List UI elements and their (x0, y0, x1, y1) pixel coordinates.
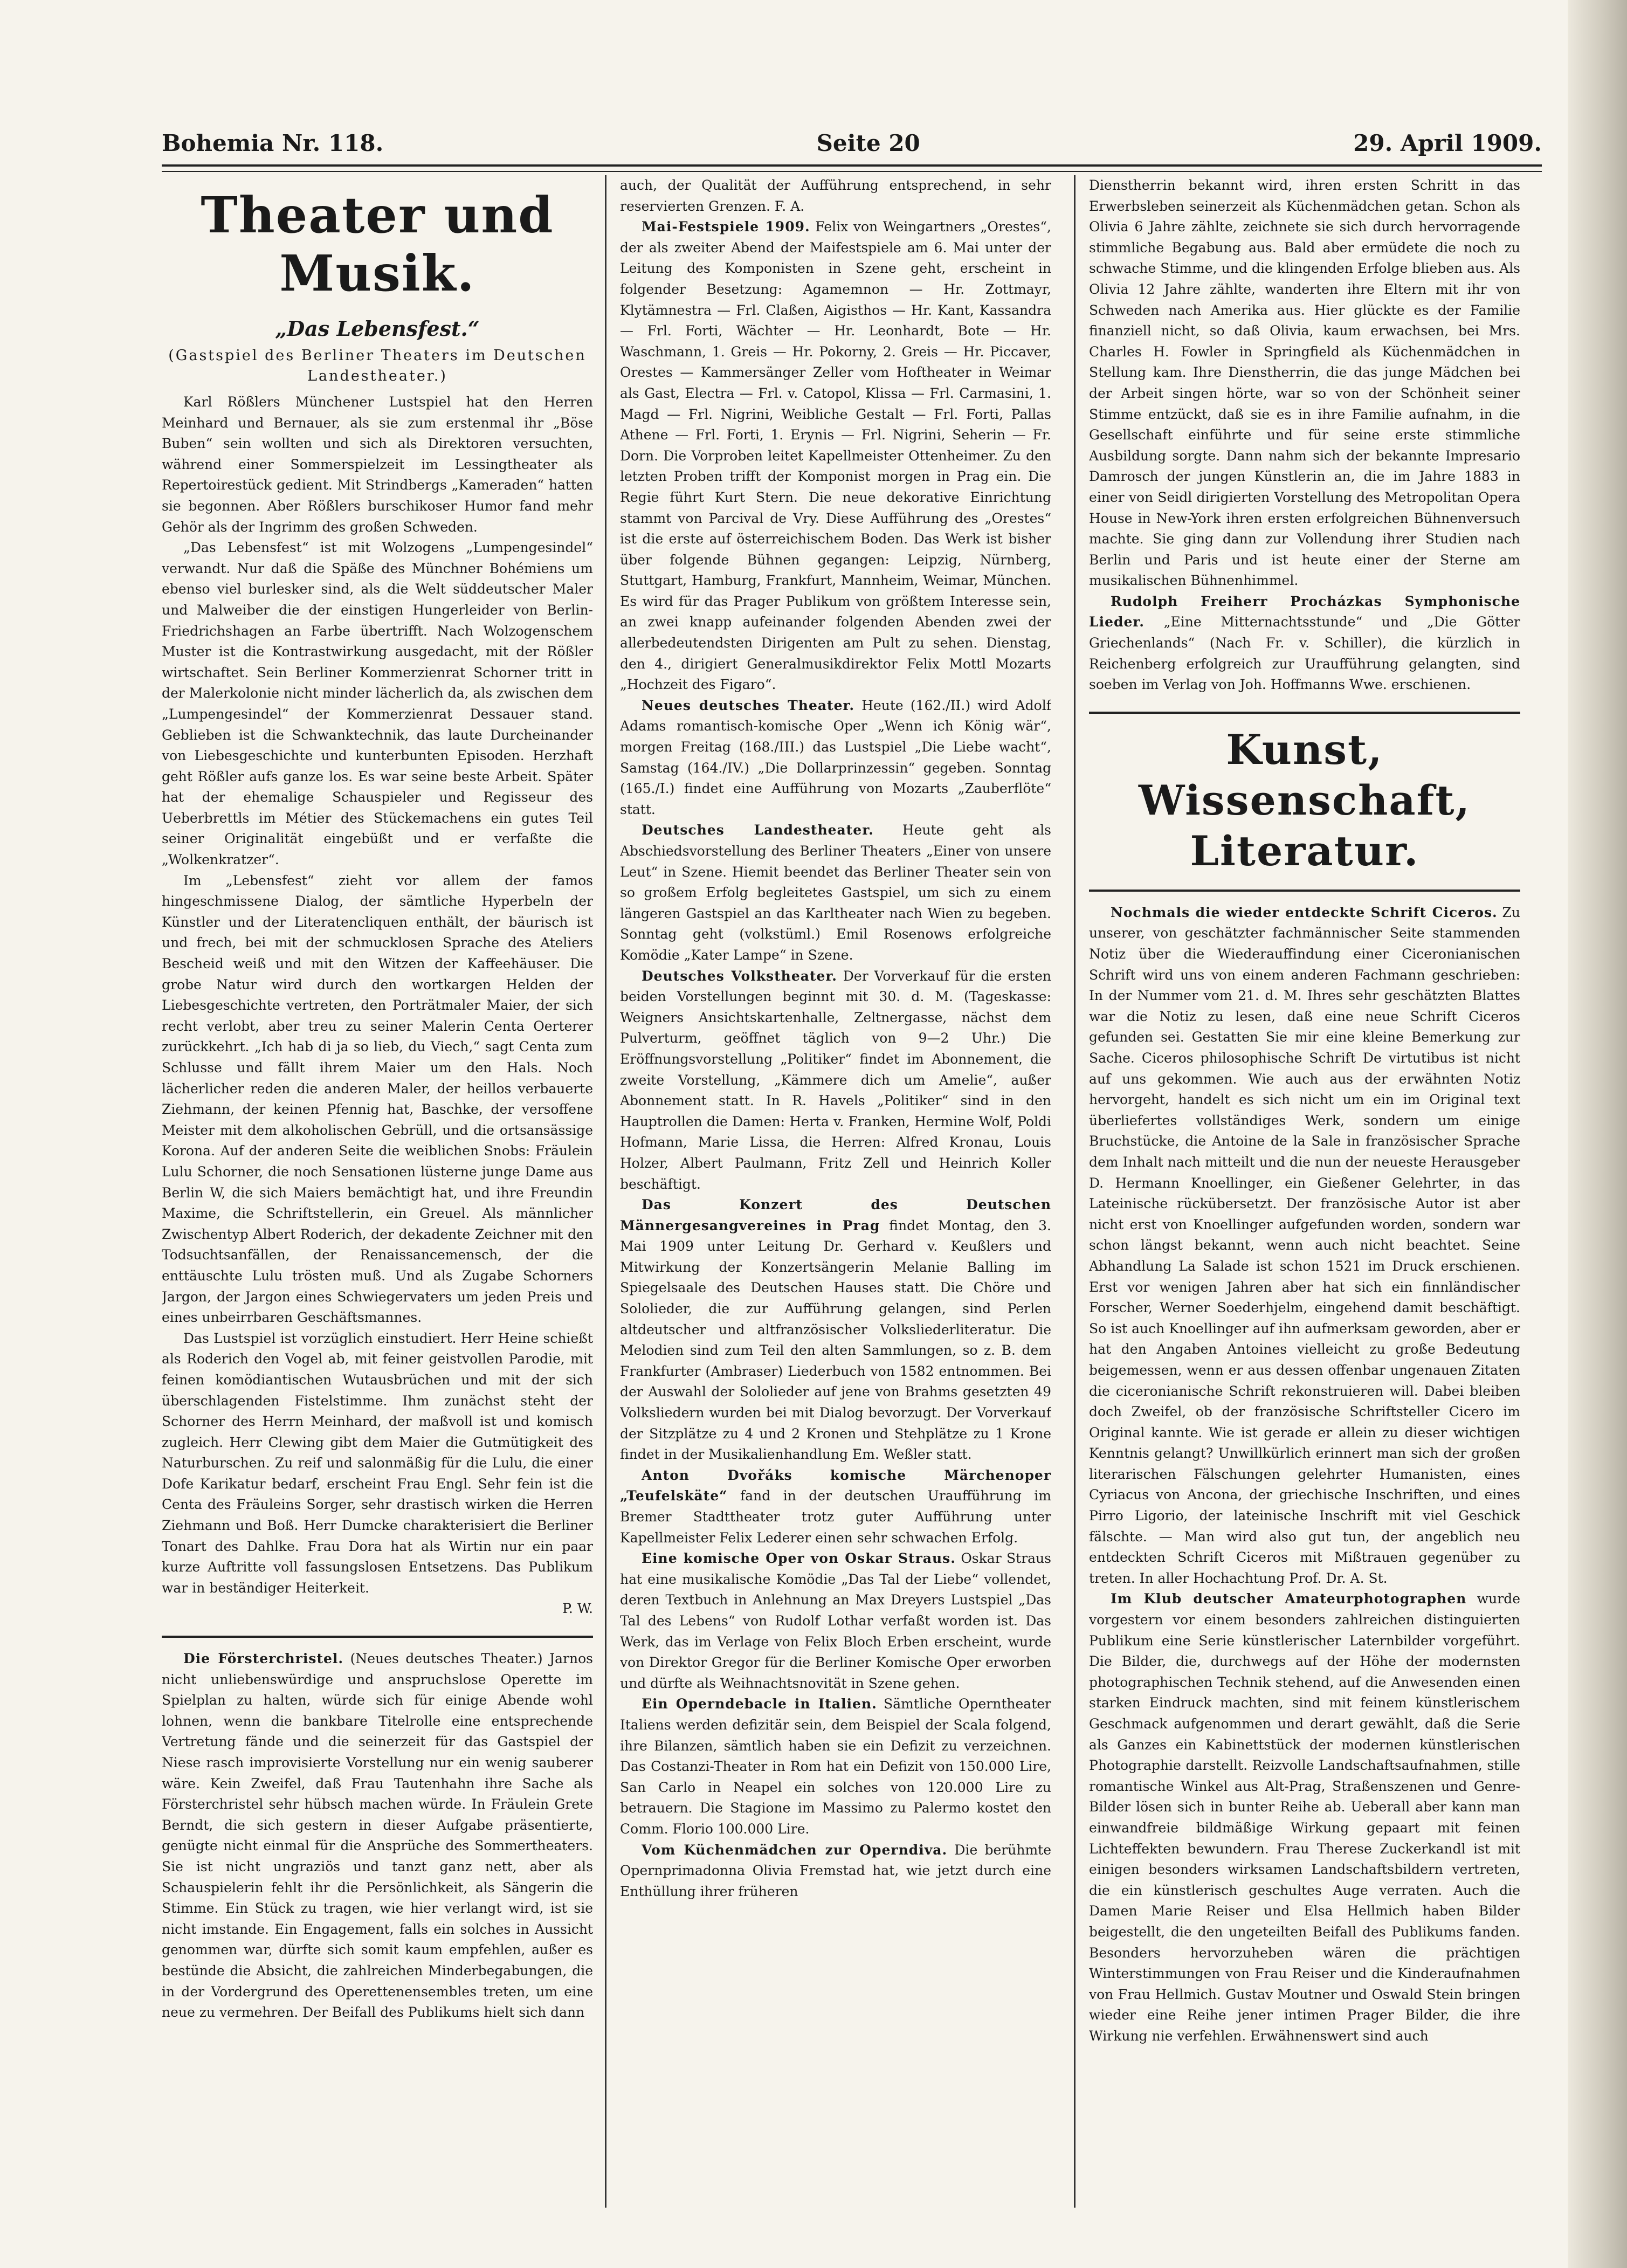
article-paragraph (1089, 902, 1520, 1589)
page-spine-shadow (1568, 0, 1627, 2268)
article-heading: Nochmals die wieder entdeckte Schrift Ciceros. (1111, 904, 1498, 920)
article-text: Zu unserer, von geschätzter fachmännischer Seite stammenden Notiz über die Wiederauffindung einer Ciceronianischen Schrift wird uns von einem anderen Fachmann geschrieben: In der Nummer vom 21. d. M. Ihres sehr geschätzten Blattes war die Notiz zu lesen, daß eine neue Schrift Ciceros gefunden sei. Gestatten Sie mir eine kleine Bemerkung zur Sache. Ciceros philosophische Schrift De virtutibus ist nicht auf uns gekommen. Wie auch aus der erwähnten Notiz hervorgeht, handelt es sich nicht um ein im Original text überliefertes vollständiges Werk, sondern um einige Bruchstücke, die Antoine de la Sale in französischer Sprache dem Inhalt nach mitteilt und die nun der neueste Herausgeber D. Hermann Knoellinger, ein Gießener Gelehrter, in das Lateinische rückübersetzt. Der französische Autor ist aber nicht erst von Knoellinger aufgefunden worden, sondern war schon längst bekannt, wenn auch nicht beachtet. Seine Abhandlung La Salade ist schon 1521 im Druck erschienen. Erst vor wenigen Jahren aber hat sich ein finnländischer Forscher, Werner Soederhjelm, eingehend damit beschäftigt. So ist auch Knoellinger auf ihn aufmerksam geworden, aber er hat den Angaben Antoines vielleicht zu große Bedeutung beigemessen, wenn er aus dessen offenbar ungenauen Zitaten die ciceronianische Schrift rekonstruieren will. Dabei bleiben doch Zweifel, ob der französische Schriftsteller Cicero im Original kannte. Wie ist gerade er allein zu dieser wichtigen Kenntnis gelangt? Unwillkürlich erinnert man sich der großen literarischen Fälschungen gelehrter Humanisten, eines Cyriacus von Ancona, der griechische Inschriften, und eines Pirro Ligorio, der lateinische Inschrift mit viel Geschick fälschte. — Man wird also gut tun, der angeblich neu entdeckten Schrift Ciceros mit Mißtrauen gegenüber zu treten. In aller Hochachtung Prof. Dr. A. St. (1089, 904, 1520, 1586)
article-divider (162, 1636, 593, 1638)
article-paragraph: Dienstherrin bekannt wird, ihren ersten Schritt in das Erwerbsleben seinerzeit als Küchenmädchen getan. Schon als Olivia 6 Jahre zählte, zeichnete sie sich durch hervorragende stimmliche Begabung aus. Bald aber ermüdete die noch zu schwache Stimme, und die klingenden Erfolge blieben aus. Als Olivia 12 Jahre zählte, wanderten ihre Eltern mit ihr von Schweden nach Amerika aus. Hier glückte es der Familie finanziell nicht, so daß Olivia, kaum erwachsen, bei Mrs. Charles H. Fowler in Springfield als Küchenmädchen in Stellung kam. Ihre Dienstherrin, die das junge Mädchen bei der Arbeit singen hörte, war so von der Schönheit seiner Stimme entzückt, daß sie es in ihre Familie aufnahm, in die Gesellschaft einführte und für seine erste stimmliche Ausbildung sorgte. Dann nahm sich der bekannte Impresario Damrosch der jungen Künstlerin an, die im Jahre 1883 in einer von Seidl dirigierten Vorstellung des Metropolitan Opera House in New-York ihren ersten erfolgreichen Bühnenversuch machte. Sie ging dann zur Vollendung ihrer Studien nach Berlin und Paris und ist heute einer der Sterne am musikalischen Bühnenhimmel. (1089, 177, 1520, 589)
article-paragraph (620, 1465, 1051, 1548)
section-title-theater: Theater und Musik. (201, 186, 554, 302)
article-paragraph (620, 695, 1051, 821)
page-header (162, 124, 1542, 162)
article-paragraph: „Das Lebensfest“ ist mit Wolzogens „Lumpengesindel“ verwandt. Nur daß die Späße des Münchner Bohémiens um ebenso viel burlesker sind, als die Welt süddeutscher Maler und Malweiber die der einstigen Hungerleider von Berlin-Friedrichshagen an Farbe übertrifft. Nach Wolzogenschem Muster ist die Kontrastwirkung ausgedacht, mit der Rößler wirtschaftet. Sein Berliner Kommerzienrat Schorner tritt in der Malerkolonie nicht minder lächerlich da, als zwischen dem „Lumpengesindel“ der Kommerzienrat Dessauer stand. Geblieben ist die Schwanktechnik, das laute Durcheinander von Liebesgeschichte und kunterbunten Episoden. Herzhaft geht Rößler aufs ganze los. Es war seine beste Arbeit. Später hat der ehemalige Schauspieler und Regisseur des Ueberbrettls im Métier des Stückemachens ein gutes Teil seiner Originalität eingebüßt und er verfaßte die „Wolkenkratzer“. (162, 540, 593, 868)
article-text: Die berühmte Opernprimadonna Olivia Fremstad hat, wie jetzt durch eine Enthüllung ihrer früheren (620, 1842, 1051, 1899)
column-rule-1 (605, 175, 606, 2208)
article-text: Felix von Weingartners „Orestes“, der als zweiter Abend der Maifestspiele am 6. Mai unter der Leitung des Komponisten in Szene geht, erscheint in folgender Besetzung: Agamemnon — Hr. Zottmayr, Klytämnestra — Frl. Claßen, Aigisthos — Hr. Kant, Kassandra — Frl. Forti, Wächter — Hr. Leonhardt, Bote — Hr. Waschmann, 1. Greis — Hr. Pokorny, 2. Greis — Hr. Piccaver, Orestes — Kammersänger Zeller vom Hoftheater in Weimar als Gast, Electra — Frl. v. Catopol, Klissa — Frl. Carmasini, 1. Magd — Frl. Nigrini, Weibliche Gestalt — Frl. Forti, Pallas Athene — Frl. Forti, 1. Erynis — Frl. Nigrini, Seherin — Fr. Dorn. Die Vorproben leitet Kapellmeister Ottenheimer. Zu den letzten Proben trifft der Komponist morgen in Prag ein. Die Regie führt Kurt Stern. Die neue dekorative Einrichtung stammt von Parcival de Vry. Diese Aufführung des „Orestes“ ist die erste auf österreichischem Boden. Das Werk ist bisher über folgende Bühnen gegangen: Leipzig, Nürnberg, Stuttgart, Hamburg, Frankfurt, Mannheim, Weimar, München. Es wird für das Prager Publikum von größtem Interesse sein, an zwei knapp aufeinander folgenden Abenden zwei der allerbedeutendsten Dirigenten am Pult zu sehen. Dienstag, den 4., dirigiert Generalmusikdirektor Felix Mottl Mozarts „Hochzeit des Figaro“. (620, 219, 1051, 693)
article-heading: Deutsches Volkstheater. (642, 968, 837, 984)
article-heading: Neues deutsches Theater. (642, 697, 855, 713)
article-heading: Mai-Festspiele 1909. (642, 219, 810, 235)
article-paragraph: Karl Rößlers Münchener Lustspiel hat den Herren Meinhard und Bernauer, als sie zum erstenmal ihr „Böse Buben“ sein wollten und sich als Direktoren versuchten, während einer Sommerspielzeit im Lessingtheater als Repertoirestück gedient. Mit Strindbergs „Kameraden“ hatten sie begonnen. Aber Rößlers burschikoser Humor fand mehr Gehör als der Ingrimm des großen Schweden. (162, 394, 593, 535)
article-heading: Rudolph Freiherr Procházkas Symphonische Lieder. (1089, 593, 1520, 630)
article-heading: Eine komische Oper von Oskar Straus. (642, 1550, 956, 1567)
article-text: Heute (162./II.) wird Adolf Adams romantisch-komische Oper „Wenn ich König wär“, morgen Freitag (168./III.) das Lustspiel „Die Liebe wacht“, Samstag (164./IV.) „Die Dollarprinzessin“ gegeben. Sonntag (165./I.) findet eine Aufführung von Mozarts „Zauberflöte“ statt. (620, 697, 1051, 817)
article-paragraph (620, 1840, 1051, 1902)
article-subline: (Gastspiel des Berliner Theaters im Deutschen Landestheater.) (168, 347, 587, 384)
section-title-kunst: Kunst, Wissenschaft, Literatur. (1139, 725, 1471, 875)
article-text: Heute geht als Abschiedsvorstellung des Berliner Theaters „Einer von unsere Leut“ in Szene. Hiemit beendet das Berliner Theater sein von so großem Erfolg begleitetes Gastspiel, um sich zu einem längeren Gastspiel an das Karltheater nach Wien zu begeben. Sonntag geht (volkstüml.) Emil Rosenows erfolgreiche Komödie „Kater Lampe“ in Szene. (620, 822, 1051, 963)
article-paragraph: auch, der Qualität der Aufführung entsprechend, in sehr reservierten Grenzen. F. A. (620, 177, 1051, 214)
column-2 (620, 175, 1051, 2208)
header-date: 29. April 1909. (1353, 129, 1542, 156)
column-3 (1089, 175, 1520, 2208)
section-divider (1089, 890, 1520, 892)
article-heading: Deutsches Landestheater. (642, 822, 874, 838)
article-paragraph (620, 820, 1051, 966)
header-rule (162, 164, 1542, 172)
article-text: (Neues deutsches Theater.) Jarnos nicht unliebenswürdige und anspruchslose Operette im Spielplan zu halten, würde sich für einige Abende wohl lohnen, wenn die bankbare Titelrolle eine entsprechende Vertretung fände und die seinerzeit für das Gastspiel der Niese rasch improvisierte Vorstellung nur ein wenig sauberer wäre. Kein Zweifel, daß Frau Tautenhahn ihre Sache als Försterchristel sehr hübsch machen würde. In Fräulein Grete Berndt, die sich gestern in dieser Aufgabe präsentierte, genügte nicht einmal für die Ansprüche des Sommertheaters. Sie ist nicht ungraziös und tanzt ganz nett, aber als Schauspielerin fehlt ihr die Persönlichkeit, als Sängerin die Stimme. Ein Stück zu tragen, wie hier verlangt wird, ist sie nicht imstande. Ein Engagement, falls ein solches in Aussicht genommen war, dürfte sich somit kaum empfehlen, außer es bestünde die Absicht, die zahlreichen Minderbegabungen, die in der Vordergrund des Operettenensembles treten, um eine neue zu vermehren. Der Beifall des Publikums hielt sich dann (162, 1651, 593, 2021)
article-text: wurde vorgestern vor einem besonders zahlreichen distinguierten Publikum eine Serie künstlerischer Laternbilder vorgeführt. Die Bilder, die, durchwegs auf der Höhe der modernsten photographischen Technik stehend, auf die Anwesenden einen starken Eindruck machten, sind mit feinem künstlerischem Geschmack aufgenommen und derart gewählt, daß die Serie als Ganzes ein Kabinettstück der modernen künstlerischen Photographie darstellt. Reizvolle Landschaftsaufnahmen, stille romantische Winkel aus Alt-Prag, Straßenszenen und Genre-Bilder lösen sich in bunter Reihe ab. Ueberall aber kann man einwandfreie bildmäßige Wirkung gepaart mit feinen Lichteffekten bewundern. Frau Therese Zuckerkandl ist mit einigen besonders wirksamen Landschaftsbildern vertreten, die ein künstlerisch geschultes Auge verraten. Auch die Damen Marie Reiser und Elsa Hellmich haben Bilder beigestellt, die den ungeteilten Beifall des Publikums fanden. Besonders hervorzuheben wären die prächtigen Winterstimmungen von Frau Reiser und die Kinderaufnahmen von Frau Hellmich. Gustav Moutner und Oswald Stein bringen wieder eine Reihe jener intimen Prager Bilder, die ihre Wirkung nie verfehlen. Erwähnenswert sind auch (1089, 1591, 1520, 2044)
article-paragraph (1089, 591, 1520, 695)
article-paragraph (620, 1694, 1051, 1839)
article-paragraph (162, 1649, 593, 2023)
article-text: Sämtliche Operntheater Italiens werden defizitär sein, dem Beispiel der Scala folgend, ihre Bilanzen, sämtlich haben sie ein Defizit zu verzeichnen. Das Costanzi-Theater in Rom hat ein Defizit von 150.000 Lire, San Carlo in Neapel ein solches von 120.000 Lire zu betrauern. Die Stagione im Massimo zu Palermo kostet den Comm. Florio 100.000 Lire. (620, 1696, 1051, 1837)
article-heading: Die Försterchristel. (183, 1651, 344, 1667)
column-rule-2 (1074, 175, 1076, 2208)
article-heading: Ein Operndebacle in Italien. (642, 1696, 877, 1712)
article-paragraph (620, 217, 1051, 695)
article-heading: Das Konzert des Deutschen Männergesangvereines in Prag (620, 1197, 1051, 1233)
article-text: fand in der deutschen Uraufführung im Bremer Stadttheater trotz guter Aufführung unter Kapellmeister Felix Lederer einen sehr schwachen Erfolg. (620, 1488, 1051, 1546)
article-paragraph (620, 1548, 1051, 1694)
article-heading: Anton Dvořáks komische Märchenoper „Teufelskäte“ (620, 1467, 1051, 1504)
article-heading: Im Klub deutscher Amateurphotographen (1111, 1591, 1467, 1607)
article-paragraph (620, 1195, 1051, 1465)
article-signature: P. W. (562, 1601, 593, 1617)
article-paragraph (620, 966, 1051, 1195)
article-paragraph: Das Lustspiel ist vorzüglich einstudiert. Herr Heine schießt als Roderich den Vogel ab, mit feiner geistvollen Parodie, mit feinen komödiantischen Wutausbrüchen und mit der sich überschlagenden Fistelstimme. Ihm zunächst steht der Schorner des Herrn Meinhard, der maßvoll ist und komisch zugleich. Herr Clewing gibt dem Maier die Gutmütigkeit des Naturburschen. Zu reif und salonmäßig für die Lulu, die einer Dofe Karikatur bedarf, erscheint Frau Engl. Sehr fein ist die Centa des Fräuleins Sorger, sehr drastisch wirken die Herren Ziehmann und Boß. Herr Dumcke charakterisiert die Berliner Tonart des Dahlke. Frau Dora hat als Wirtin nur ein paar kurze Auftritte voll fassungslosen Entsetzens. Das Publikum war in beständiger Heiterkeit. (162, 1330, 593, 1596)
article-paragraph (1089, 1589, 1520, 2046)
article-title-lebensfest: „Das Lebensfest.“ (275, 316, 480, 341)
article-paragraph: Im „Lebensfest“ zieht vor allem der famos hingeschmissene Dialog, der sämtliche Hyperbeln der Künstler und der Literatencliquen enthält, der bäurisch ist und frech, bei mit der schmucklosen Sprache des Ateliers Bescheid weiß und mit den Witzen der Kaffeehäuser. Die grobe Natur wird durch den wortkargen Helden der Liebesgeschichte vertreten, den Porträtmaler Maier, der sich recht verlobt, aber treu zu seiner Malerin Centa Oerterer zurückkehrt. „Ich hab di ja so lieb, du Viech,“ sagt Centa zum Schlusse und fällt ihrem Maier um den Hals. Noch lächerlicher reden die anderen Maler, der heillos verbauerte Ziehmann, der keinen Pfennig hat, Baschke, der versoffene Meister mit dem alkoholischen Gebrüll, und die ortsansässige Korona. Auf der anderen Seite die weiblichen Snobs: Fräulein Lulu Schorner, die noch Sensationen lüsterne junge Dame aus Berlin W, die sich Maiers bemächtigt hat, und ihre Freundin Maxime, die Schriftstellerin, ein Greuel. Als männlicher Zwischentyp Albert Roderich, der dekadente Zeichner mit den Todsuchtsanfällen, der Renaissancemensch, der die enttäuschte Lulu trösten muß. Und als Zugabe Schorners Jargon, der Jargon eines Schwiegervaters um jeden Preis und eines unbeirrbaren Geschäftsmannes. (162, 872, 593, 1326)
header-issue: Bohemia Nr. 118. (162, 129, 384, 156)
article-heading: Vom Küchenmädchen zur Operndiva. (642, 1842, 948, 1858)
article-text: Der Vorverkauf für die ersten beiden Vorstellungen beginnt mit 30. d. M. (Tageskasse: Weigners Ansichtskartenhalle, Zeltnergasse, nächst dem Pulverturm, geöffnet täglich von 9—2 Uhr.) Die Eröffnungsvorstellung „Politiker“ findet im Abonnement, die zweite Vorstellung, „Kämmere dich um Amelie“, außer Abonnement statt. In R. Havels „Politiker“ sind in den Hauptrollen die Damen: Herta v. Franken, Hermine Wolf, Poldi Hofmann, Marie Lissa, die Herren: Alfred Kronau, Louis Holzer, Albert Paulmann, Fritz Zell und Heinrich Koller beschäftigt. (620, 968, 1051, 1192)
article-text: Oskar Straus hat eine musikalische Komödie „Das Tal der Liebe“ vollendet, deren Textbuch in Anlehnung an Max Dreyers Lustspiel „Das Tal des Lebens“ von Rudolf Lothar verfaßt worden ist. Das Werk, das im Verlage von Felix Bloch Erben erscheint, wurde von Direktor Gregor für die Berliner Komische Oper erworben und dürfte als Weihnachtsnovität in Szene gehen. (620, 1550, 1051, 1691)
article-text: „Eine Mitternachtsstunde“ und „Die Götter Griechenlands“ (Nach Fr. v. Schiller), die kürzlich in Reichenberg erfolgreich zur Uraufführung gelangten, sind soeben im Verlag von Joh. Hoffmanns Wwe. erschienen. (1089, 614, 1520, 693)
article-text: findet Montag, den 3. Mai 1909 unter Leitung Dr. Gerhard v. Keußlers und Mitwirkung der Konzertsängerin Melanie Balling im Spiegelsaale des Deutschen Hauses statt. Die Chöre und Sololieder, die zur Aufführung gelangen, sind Perlen altdeutscher und altfranzösischer Volksliederliteratur. Die Melodien sind zum Teil den alten Sammlungen, so z. B. dem Frankfurter (Ambraser) Liederbuch von 1582 entnommen. Bei der Auswahl der Sololieder auf jene von Brahms gesetzten 49 Volksliedern wurden bei mit Dialog bevorzugt. Der Vorverkauf der Sitzplätze zu 4 und 2 Kronen und Stehplätze zu 1 Krone findet in der Musikalienhandlung Em. Weßler statt. (620, 1217, 1051, 1463)
header-page-number: Seite 20 (816, 129, 920, 156)
section-divider (1089, 712, 1520, 714)
column-1 (162, 175, 593, 2208)
